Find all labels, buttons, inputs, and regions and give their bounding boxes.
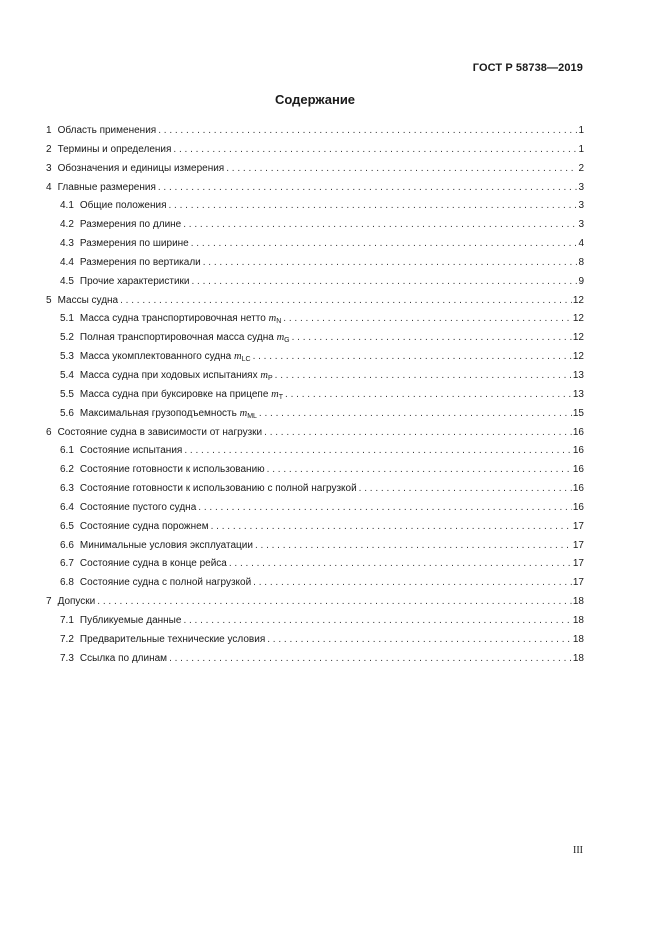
toc-entry[interactable] <box>46 179 584 198</box>
toc-entry-number: 6 <box>46 426 52 438</box>
dot-leader <box>184 442 572 461</box>
toc-entry-number: 4.5 <box>60 275 74 287</box>
toc-entry-number: 6.8 <box>60 577 74 589</box>
toc-entry-title <box>80 254 201 273</box>
toc-entry-title <box>80 537 253 556</box>
dot-leader <box>173 141 577 160</box>
toc-entry-number: 2 <box>46 143 52 155</box>
toc-entry-label: Масса судна при буксировке на прицепе <box>79 388 269 400</box>
toc-entry-number: 7.1 <box>60 614 74 626</box>
toc-entry-title <box>80 555 227 574</box>
dot-leader <box>255 537 572 556</box>
toc-entry-page: 8 <box>578 256 584 268</box>
toc-entry-page: 3 <box>578 219 584 231</box>
dot-leader <box>198 499 572 518</box>
toc-entry-title <box>58 141 172 160</box>
toc-entry[interactable] <box>46 235 584 254</box>
toc-entry-label: Состояние испытания <box>79 445 183 457</box>
toc-entry-label: Допуски <box>57 596 96 608</box>
toc-entry-page: 18 <box>572 633 584 645</box>
toc-entry-number: 5 <box>46 294 52 306</box>
toc-entry[interactable] <box>46 593 584 612</box>
toc-entry-title <box>80 216 181 235</box>
page-title: Содержание <box>274 92 356 107</box>
toc-entry-title <box>58 122 157 141</box>
toc-entry-title <box>80 518 209 537</box>
toc-entry[interactable] <box>46 310 584 329</box>
toc-entry-page: 12 <box>572 351 584 363</box>
toc-entry-title <box>80 273 190 292</box>
toc-entry[interactable] <box>46 254 584 273</box>
toc-entry-title <box>80 197 167 216</box>
toc-entry-label: Минимальные условия эксплуатации <box>79 539 253 551</box>
toc-entry-title <box>58 292 119 311</box>
document-id: ГОСТ Р 58738—2019 <box>472 62 583 74</box>
toc-entry-page: 1 <box>578 143 584 155</box>
toc-entry-label: Размерения по вертикали <box>79 256 201 268</box>
toc-entry[interactable] <box>46 405 584 424</box>
toc-entry[interactable] <box>46 631 584 650</box>
toc-entry-page: 17 <box>572 539 584 551</box>
toc-entry[interactable] <box>46 141 584 160</box>
toc-entry-number: 5.6 <box>60 407 74 419</box>
toc-entry-page: 16 <box>572 501 584 513</box>
toc-entry[interactable] <box>46 216 584 235</box>
toc-entry[interactable] <box>46 537 584 556</box>
toc-entry-label: Публикуемые данные <box>79 614 182 626</box>
toc-entry-page: 18 <box>572 614 584 626</box>
toc-entry[interactable] <box>46 612 584 631</box>
dot-leader <box>267 461 572 480</box>
toc-entry-number: 6.1 <box>60 445 74 457</box>
dot-leader <box>253 348 572 367</box>
toc-entry-number: 3 <box>46 162 52 174</box>
toc-entry-page: 1 <box>578 125 584 136</box>
toc-entry[interactable] <box>46 197 584 216</box>
toc-entry-number: 4.2 <box>60 219 74 231</box>
toc-entry-number: 6.3 <box>60 483 74 495</box>
toc-entry-label: Состояние готовности к использованию <box>79 464 265 476</box>
mass-symbol-subscript: ML <box>247 412 257 420</box>
toc-entry[interactable] <box>46 329 584 348</box>
toc-entry-label: Предварительные технические условия <box>79 633 266 645</box>
toc-entry-label: Состояние готовности к использованию с полной нагрузкой <box>79 483 357 495</box>
toc-entry-label: Масса судна при ходовых испытаниях <box>79 369 258 381</box>
page-number: III <box>573 845 583 856</box>
dot-leader <box>183 216 577 235</box>
toc-entry-number: 6.5 <box>60 520 74 532</box>
toc-entry-title <box>58 160 225 179</box>
toc-entry-number: 7.2 <box>60 633 74 645</box>
dot-leader <box>267 631 572 650</box>
dot-leader <box>169 650 572 669</box>
toc-entry-page: 18 <box>572 596 584 608</box>
toc-entry-number: 5.1 <box>60 313 74 325</box>
mass-symbol-subscript: G <box>284 337 290 345</box>
toc-entry-label: Общие положения <box>79 200 167 212</box>
toc-entry-page: 17 <box>572 577 584 589</box>
toc-entry-title <box>80 461 265 480</box>
toc-entry-label: Состояние судна в зависимости от нагрузки <box>57 426 263 438</box>
mass-symbol-subscript: LC <box>241 356 251 364</box>
toc-entry-label: Термины и определения <box>57 143 172 155</box>
toc-entry-title <box>58 424 263 443</box>
toc-entry[interactable] <box>46 367 584 386</box>
mass-symbol: m <box>271 388 279 400</box>
toc-entry-title <box>80 235 189 254</box>
toc-entry[interactable] <box>46 292 584 311</box>
dot-leader <box>264 424 572 443</box>
toc-entry-title <box>80 480 357 499</box>
dot-leader <box>158 179 578 198</box>
toc-entry[interactable] <box>46 555 584 574</box>
toc-entry-label: Полная транспортировочная масса судна <box>79 332 274 344</box>
toc-entry-label: Область применения <box>57 125 157 136</box>
toc-entry-page: 16 <box>572 464 584 476</box>
toc-entry-number: 5.5 <box>60 388 74 400</box>
toc-entry-title <box>80 612 182 631</box>
dot-leader <box>283 310 572 329</box>
toc-entry-page: 17 <box>572 558 584 570</box>
toc-entry-page: 12 <box>572 313 584 325</box>
toc-entry[interactable] <box>46 442 584 461</box>
dot-leader <box>191 235 578 254</box>
toc-entry-page: 15 <box>572 407 584 419</box>
toc-entry[interactable] <box>46 461 584 480</box>
toc-entry[interactable] <box>46 499 584 518</box>
dot-leader <box>203 254 578 273</box>
table-of-contents <box>46 122 584 668</box>
mass-symbol-subscript: T <box>278 393 284 401</box>
toc-entry-title <box>80 442 182 461</box>
dot-leader <box>97 593 572 612</box>
mass-symbol-subscript: N <box>276 318 282 326</box>
toc-entry[interactable] <box>46 650 584 669</box>
toc-entry-number: 4.4 <box>60 256 74 268</box>
dot-leader <box>211 518 572 537</box>
toc-entry-number: 1 <box>46 125 52 136</box>
toc-entry-page: 16 <box>572 483 584 495</box>
mass-symbol-subscript: P <box>267 374 273 382</box>
dot-leader <box>253 574 572 593</box>
toc-entry-label: Состояние пустого судна <box>79 501 197 513</box>
toc-entry[interactable] <box>46 160 584 179</box>
toc-entry-label: Состояние судна с полной нагрузкой <box>79 577 252 589</box>
toc-entry[interactable] <box>46 122 584 141</box>
toc-entry[interactable] <box>46 386 584 405</box>
toc-entry-title <box>80 631 265 650</box>
dot-leader <box>292 329 572 348</box>
mass-symbol: m <box>239 407 248 419</box>
toc-entry-label: Состояние судна в конце рейса <box>79 558 227 570</box>
toc-entry-label: Максимальная грузоподъемность <box>79 407 237 419</box>
toc-entry-title <box>80 650 167 669</box>
toc-entry-number: 4 <box>46 181 52 193</box>
toc-entry-number: 6.4 <box>60 501 74 513</box>
toc-entry-title <box>58 179 156 198</box>
toc-entry-page: 2 <box>578 162 584 174</box>
dot-leader <box>275 367 572 386</box>
toc-entry[interactable] <box>46 574 584 593</box>
toc-entry-page: 18 <box>572 652 584 664</box>
mass-symbol: m <box>260 369 268 381</box>
toc-entry-number: 5.4 <box>60 369 74 381</box>
toc-entry-number: 4.1 <box>60 200 74 212</box>
toc-entry-title <box>58 593 96 612</box>
toc-entry-page: 4 <box>578 238 584 250</box>
toc-entry-page: 3 <box>578 200 584 212</box>
toc-entry-page: 12 <box>572 294 584 306</box>
toc-entry-number: 6.6 <box>60 539 74 551</box>
toc-entry-title <box>80 499 196 518</box>
toc-entry-label: Масса укомплектованного судна <box>79 351 232 363</box>
toc-entry-page: 3 <box>578 181 584 193</box>
dot-leader <box>120 292 572 311</box>
toc-entry-label: Прочие характеристики <box>79 275 190 287</box>
mass-symbol: m <box>234 351 242 363</box>
mass-symbol: m <box>268 313 277 325</box>
mass-symbol: m <box>276 332 285 344</box>
toc-entry[interactable] <box>46 348 584 367</box>
toc-entry-label: Главные размерения <box>57 181 156 193</box>
toc-entry-number: 5.2 <box>60 332 74 344</box>
toc-entry-number: 7 <box>46 596 52 608</box>
toc-entry-label: Массы судна <box>57 294 119 306</box>
toc-entry-page: 13 <box>572 369 584 381</box>
toc-entry[interactable] <box>46 518 584 537</box>
toc-entry-number: 4.3 <box>60 238 74 250</box>
dot-leader <box>169 197 578 216</box>
toc-entry-page: 12 <box>572 332 584 344</box>
dot-leader <box>359 480 572 499</box>
dot-leader <box>158 122 577 141</box>
toc-entry[interactable] <box>46 424 584 443</box>
toc-entry-page: 16 <box>572 426 584 438</box>
toc-entry-page: 16 <box>572 445 584 457</box>
dot-leader <box>285 386 572 405</box>
toc-entry-label: Размерения по ширине <box>79 238 189 250</box>
toc-entry-page: 9 <box>578 275 584 287</box>
toc-entry-label: Состояние судна порожнем <box>79 520 209 532</box>
dot-leader <box>183 612 571 631</box>
toc-entry-title <box>80 574 251 593</box>
dot-leader <box>226 160 577 179</box>
toc-entry-number: 5.3 <box>60 351 74 363</box>
toc-entry[interactable] <box>46 273 584 292</box>
toc-entry-number: 6.2 <box>60 464 74 476</box>
toc-entry-number: 7.3 <box>60 652 74 664</box>
toc-entry-label: Ссылка по длинам <box>79 652 168 664</box>
toc-entry-label: Размерения по длине <box>79 219 182 231</box>
toc-entry-page: 17 <box>572 520 584 532</box>
dot-leader <box>192 273 578 292</box>
dot-leader <box>259 405 572 424</box>
toc-entry[interactable] <box>46 480 584 499</box>
dot-leader <box>229 555 572 574</box>
toc-entry-page: 13 <box>572 388 584 400</box>
toc-entry-number: 6.7 <box>60 558 74 570</box>
toc-entry-label: Обозначения и единицы измерения <box>57 162 225 174</box>
toc-entry-label: Масса судна транспортировочная нетто <box>79 313 266 325</box>
